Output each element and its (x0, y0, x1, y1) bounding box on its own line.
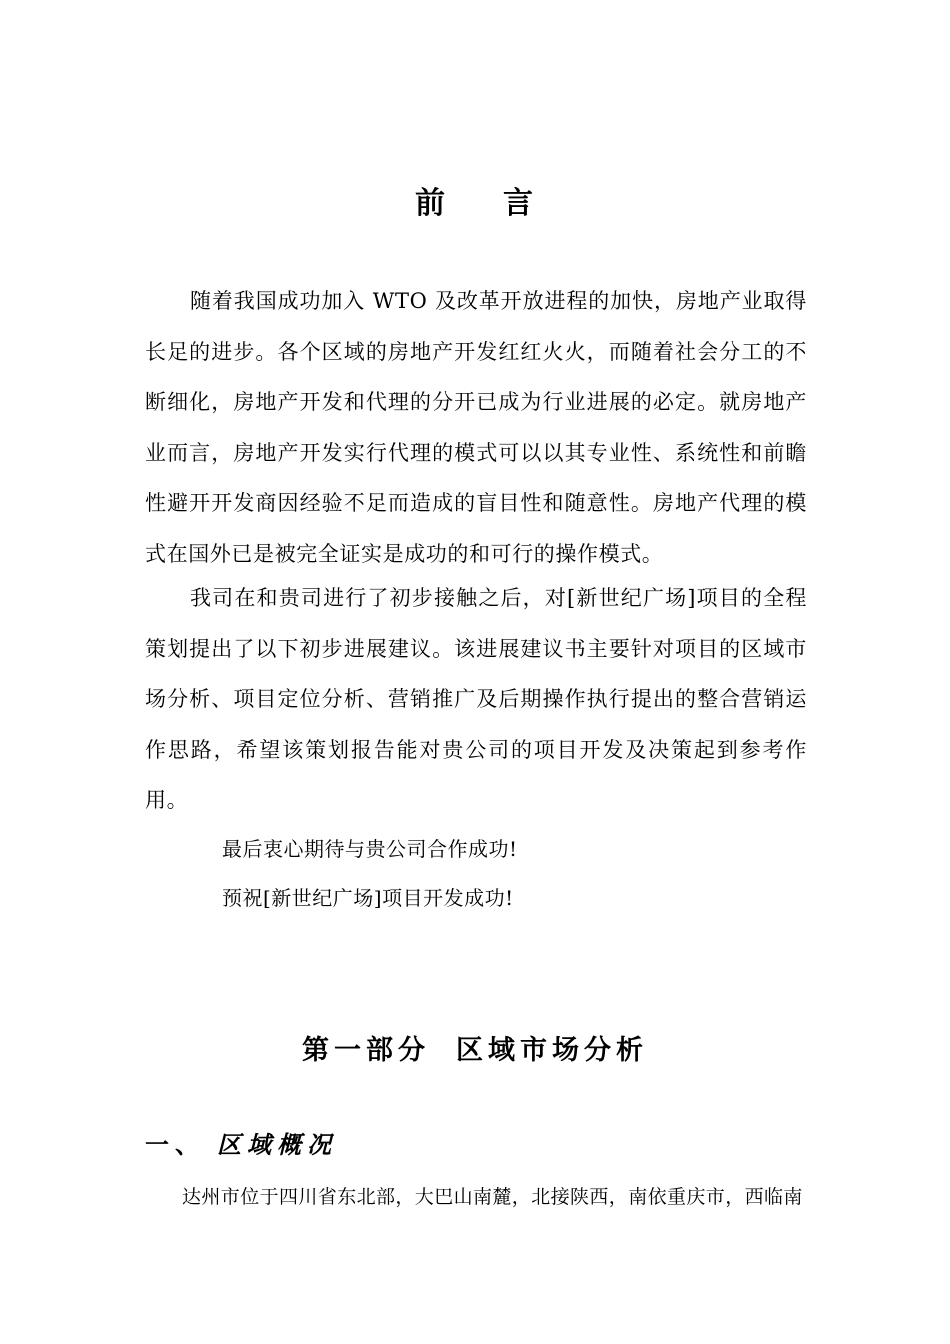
section-body-text: 达州市位于四川省东北部，大巴山南麓，北接陕西，南依重庆市，西临南 (182, 1186, 803, 1208)
preface-title-char-1: 前 (415, 186, 447, 221)
section-number: 一、 (145, 1131, 205, 1159)
preface-title-char-2: 言 (503, 186, 535, 221)
part-title: 区域市场分析 (456, 1035, 648, 1066)
preface-paragraph-1: 随着我国成功加入 WTO 及改革开放进程的加快，房地产业取得长足的进步。各个区域的房地产开发红红火火，而随着社会分工的不断细化，房地产开发和代理的分开已成为行业进展的必定。就房地产业而言，房地产开发实行代理的模式可以以其专业性、系统性和前瞻性避开开发商因经验不足而造成的盲目性和随意性。房地产代理的模式在国外已是被完全证实是成功的和可行的操作模式。 (145, 289, 807, 566)
closing-line-1: 最后衷心期待与贵公司合作成功! (222, 837, 518, 861)
closing-line-2: 预祝[新世纪广场]项目开发成功! (222, 886, 514, 910)
section-heading (145, 1125, 337, 1160)
preface-title (0, 178, 950, 222)
preface-paragraph-2: 我司在和贵司进行了初步接触之后，对[新世纪广场]项目的全程策划提出了以下初步进展建议。该进展建议书主要针对项目的区域市场分析、项目定位分析、营销推广及后期操作执行提出的整合营销运作思路，希望该策划报告能对贵公司的项目开发及决策起到参考作用。 (145, 586, 807, 812)
part-label: 第一部分 (302, 1035, 430, 1066)
section-title: 区域概况 (217, 1131, 337, 1159)
part-heading (0, 1028, 950, 1067)
